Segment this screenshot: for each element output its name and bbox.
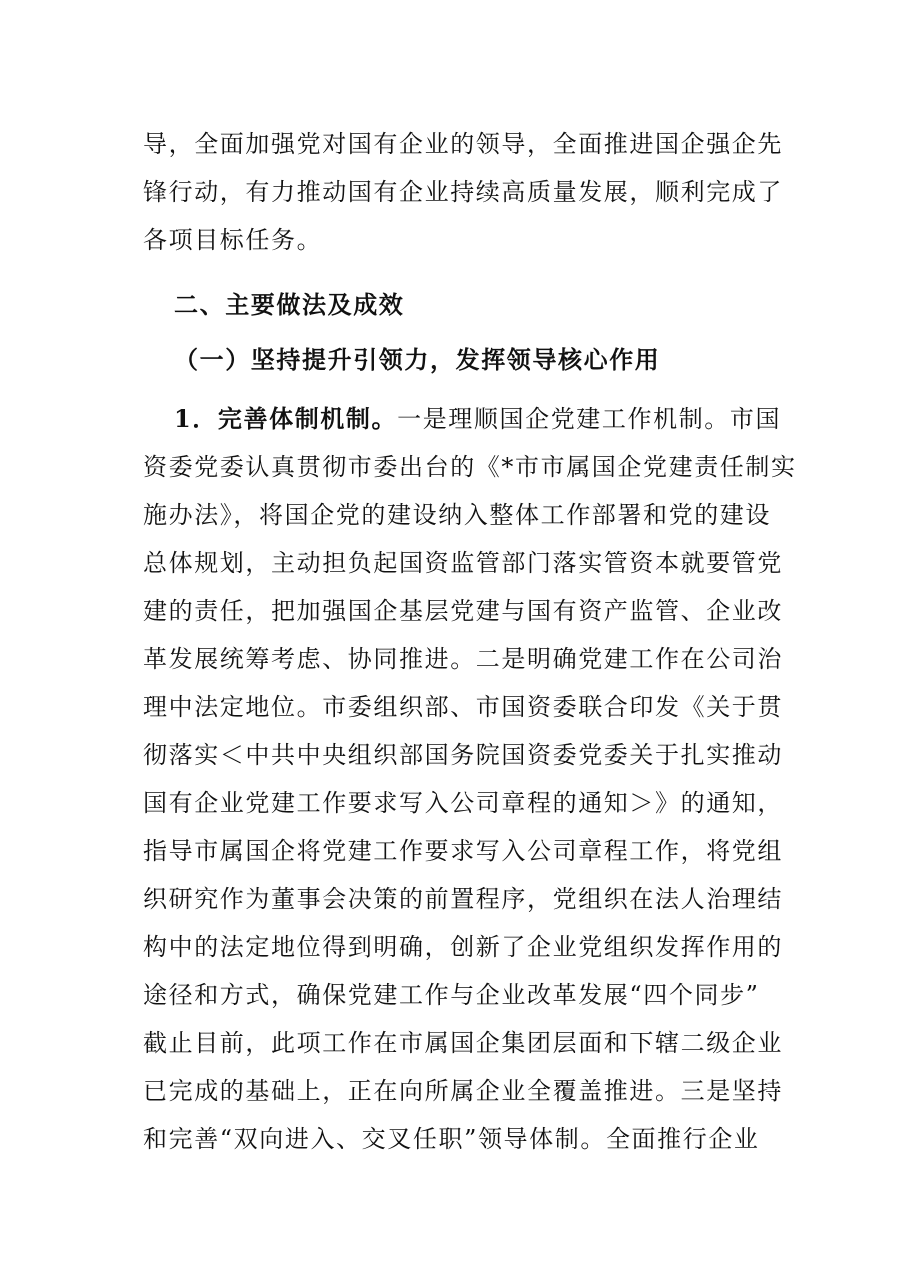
body-line: 彻落实＜中共中央组织部国务院国资委党委关于扎实推动	[143, 741, 783, 769]
body-line: 总体规划，主动担负起国资监管部门落实管资本就要管党	[143, 549, 783, 577]
body-line: 指导市属国企将党建工作要求写入公司章程工作，将党组	[143, 837, 783, 865]
body-line: 截止目前，此项工作在市属国企集团层面和下辖二级企业	[143, 1029, 783, 1057]
item-title: 1．完善体制机制。	[174, 404, 398, 433]
body-line: 已完成的基础上，正在向所属企业全覆盖推进。三是坚持	[143, 1077, 783, 1105]
body-line: 建的责任，把加强国企基层党建与国有资产监管、企业改	[143, 597, 783, 625]
paragraph-first-line	[174, 404, 781, 434]
section-heading: 二、主要做法及成效	[174, 290, 405, 319]
body-line: 施办法》，将国企党的建设纳入整体工作部署和党的建设	[143, 501, 771, 529]
body-line: 锋行动，有力推动国有企业持续高质量发展，顺利完成了	[143, 178, 783, 206]
body-line: 途径和方式，确保党建工作与企业改革发展“四个同步”	[143, 981, 760, 1009]
item-text: 一是理顺国企党建工作机制。市国	[397, 405, 782, 433]
body-line: 理中法定地位。市委组织部、市国资委联合印发《关于贯	[143, 693, 783, 721]
body-line: 资委党委认真贯彻市委出台的《*市市属国企党建责任制实	[143, 453, 797, 481]
body-line: 和完善“双向进入、交叉任职”领导体制。全面推行企业	[143, 1125, 760, 1153]
body-line: 织研究作为董事会决策的前置程序，党组织在法人治理结	[143, 885, 783, 913]
body-line: 构中的法定地位得到明确，创新了企业党组织发挥作用的	[143, 933, 783, 961]
subsection-heading: （一）坚持提升引领力，发挥领导核心作用	[174, 345, 661, 374]
body-line: 革发展统筹考虑、协同推进。二是明确党建工作在公司治	[143, 645, 783, 673]
body-line: 各项目标任务。	[143, 226, 323, 254]
body-line: 国有企业党建工作要求写入公司章程的通知＞》的通知，	[143, 789, 783, 817]
body-line: 导，全面加强党对国有企业的领导，全面推进国企强企先	[143, 130, 783, 158]
